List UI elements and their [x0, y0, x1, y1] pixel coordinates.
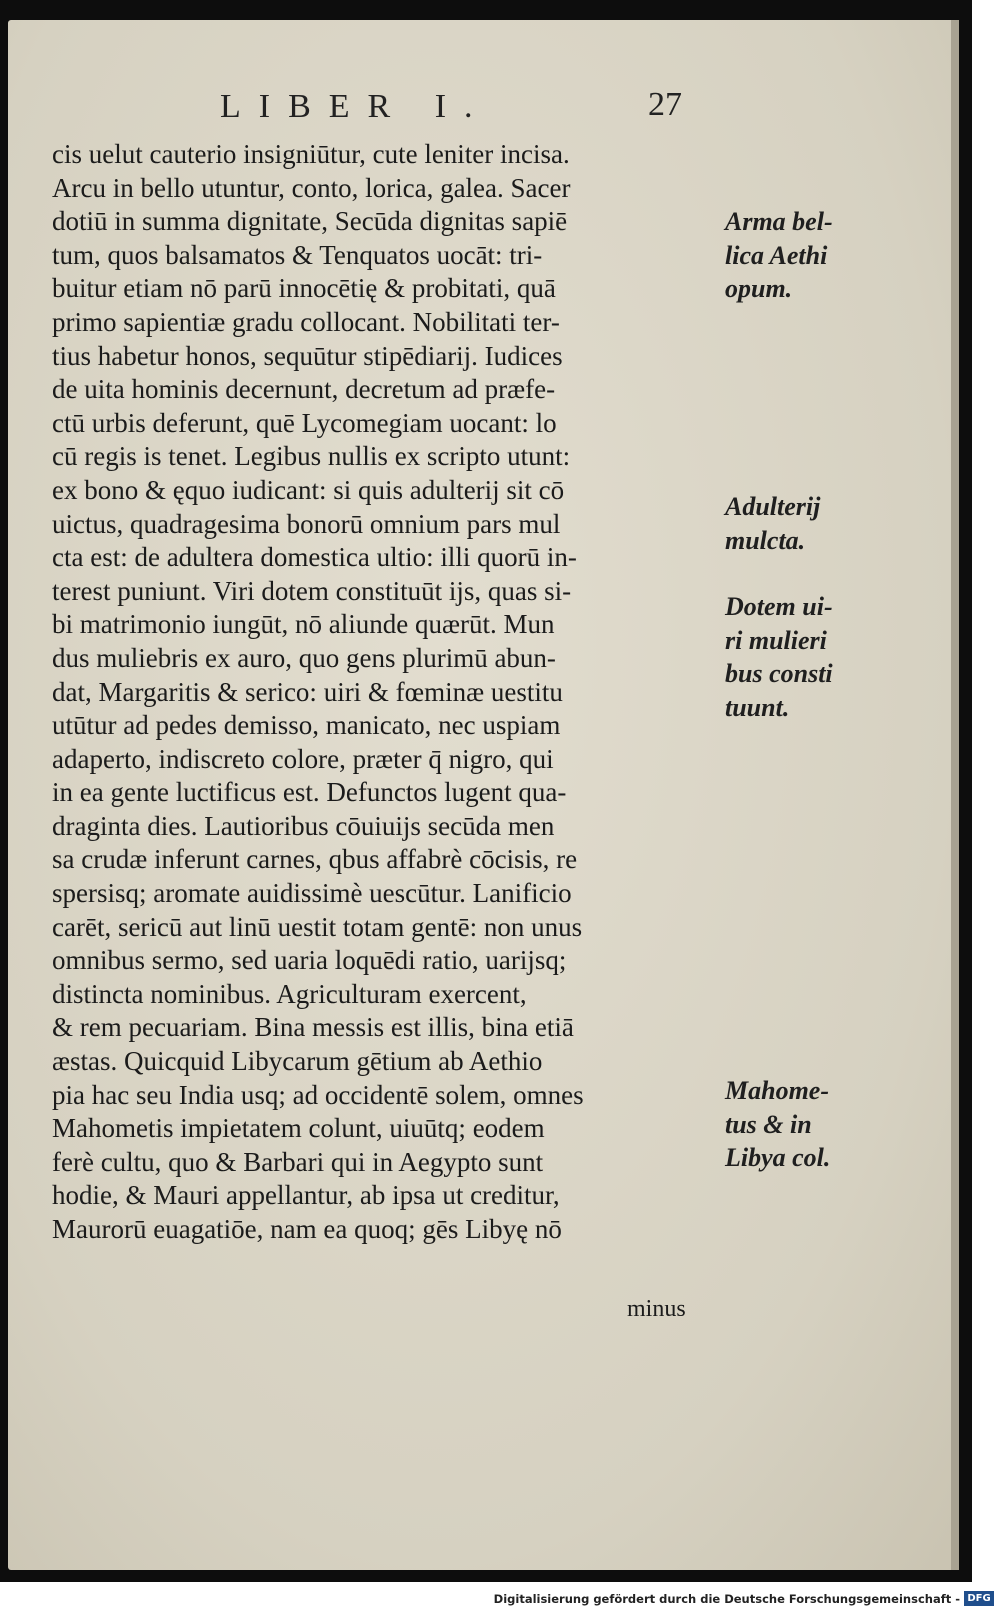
main-text-block — [52, 138, 712, 1247]
text-line: uictus, quadragesima bonorū omnium pars mul — [52, 508, 561, 539]
text-line: æstas. Quicquid Libycarum gētium ab Aethio — [52, 1046, 543, 1077]
text-line: tius habetur honos, sequūtur stipēdiarij. Iudices — [52, 340, 563, 371]
text-line: Mahometis impietatem colunt, uiuūtq; eodem — [52, 1113, 545, 1144]
folio-number: 27 — [648, 86, 682, 123]
marginal-note-arma — [725, 205, 833, 306]
text-line: adaperto, indiscreto colore, præter q̄ nigro, qui — [52, 743, 554, 774]
text-line: bi matrimonio iungūt, nō aliunde quærūt. Mun — [52, 609, 555, 640]
marginal-note-dotem — [725, 590, 833, 724]
dfg-logo: DFG — [964, 1591, 994, 1606]
marginal-note-adulterii — [725, 490, 820, 557]
funding-notice: Digitalisierung gefördert durch die Deutsche Forschungsgemeinschaft - — [493, 1592, 960, 1606]
text-line: carēt, sericū aut linū uestit totam gentē: non unus — [52, 911, 583, 942]
page-edge — [951, 20, 959, 1570]
text-line: & rem pecuariam. Bina messis est illis, bina etiā — [52, 1012, 574, 1043]
text-line: sa crudæ inferunt carnes, qbus affabrè cōcisis, re — [52, 844, 578, 875]
marginal-line: mulcta. — [725, 525, 806, 555]
text-line: omnibus sermo, sed uaria loquēdi ratio, uarijsq; — [52, 945, 567, 976]
text-line: spersisq; aromate auidissimè uescūtur. Lanificio — [52, 878, 572, 909]
text-line: dus muliebris ex auro, quo gens plurimū abun- — [52, 642, 556, 673]
text-line: cta est: de adultera domestica ultio: illi quorū in- — [52, 542, 577, 573]
marginal-line: lica Aethi — [725, 240, 828, 270]
text-line: cū regis is tenet. Legibus nullis ex scripto utunt: — [52, 441, 571, 472]
marginal-line: Dotem ui- — [725, 592, 833, 621]
text-line: ex bono & ęquo iudicant: si quis adulterij sit cō — [52, 474, 565, 505]
catchword: minus — [627, 1296, 686, 1322]
text-line: ferè cultu, quo & Barbari qui in Aegypto sunt — [52, 1146, 544, 1177]
marginal-line: Adulterij — [725, 492, 821, 521]
text-line: utūtur ad pedes demisso, manicato, nec uspiam — [52, 710, 561, 741]
text-line: Arcu in bello utuntur, conto, lorica, galea. Sacer — [52, 172, 571, 203]
marginal-line: Libya col. — [725, 1143, 831, 1173]
text-line: tum, quos balsamatos & Tenquatos uocāt: tri- — [52, 239, 543, 270]
text-line: draginta dies. Lautioribus cōuiuijs secūda men — [52, 810, 555, 841]
marginal-line: tuunt. — [725, 692, 790, 722]
text-line: hodie, & Mauri appellantur, ab ipsa ut creditur, — [52, 1180, 560, 1211]
text-line: ctū urbis deferunt, quē Lycomegiam uocant: lo — [52, 407, 557, 438]
text-line: distincta nominibus. Agriculturam exercent, — [52, 978, 527, 1009]
text-line: primo sapientiæ gradu collocant. Nobilitati ter- — [52, 306, 560, 337]
marginal-line: bus consti — [725, 659, 833, 689]
marginal-line: tus & in — [725, 1109, 812, 1139]
marginal-line: ri mulieri — [725, 625, 827, 655]
text-line: terest puniunt. Viri dotem constituūt ijs, quas si- — [52, 575, 572, 606]
marginal-line: opum. — [725, 274, 793, 304]
text-line: dat, Margaritis & serico: uiri & fœminæ uestitu — [52, 676, 563, 707]
text-line: in ea gente luctificus est. Defunctos lugent qua- — [52, 777, 567, 808]
text-line: pia hac seu India usq; ad occidentē solem, omnes — [52, 1079, 584, 1110]
digitization-footer — [0, 1586, 1000, 1614]
text-line: Maurorū euagatiōe, nam ea quoq; gēs Libyę nō — [52, 1214, 562, 1244]
text-line: cis uelut cauterio insigniūtur, cute leniter incisa. — [52, 139, 570, 169]
text-line: dotiū in summa dignitate, Secūda dignitas sapiē — [52, 206, 568, 237]
text-line: buitur etiam nō parū innocētię & probitati, quā — [52, 273, 556, 304]
text-line: de uita hominis decernunt, decretum ad præfe- — [52, 374, 556, 405]
marginal-line: Mahome- — [725, 1076, 829, 1105]
marginal-line: Arma bel- — [725, 207, 833, 236]
marginal-note-mahometus — [725, 1074, 830, 1175]
running-head — [200, 88, 720, 132]
running-head-title: LIBER I. — [220, 88, 491, 125]
